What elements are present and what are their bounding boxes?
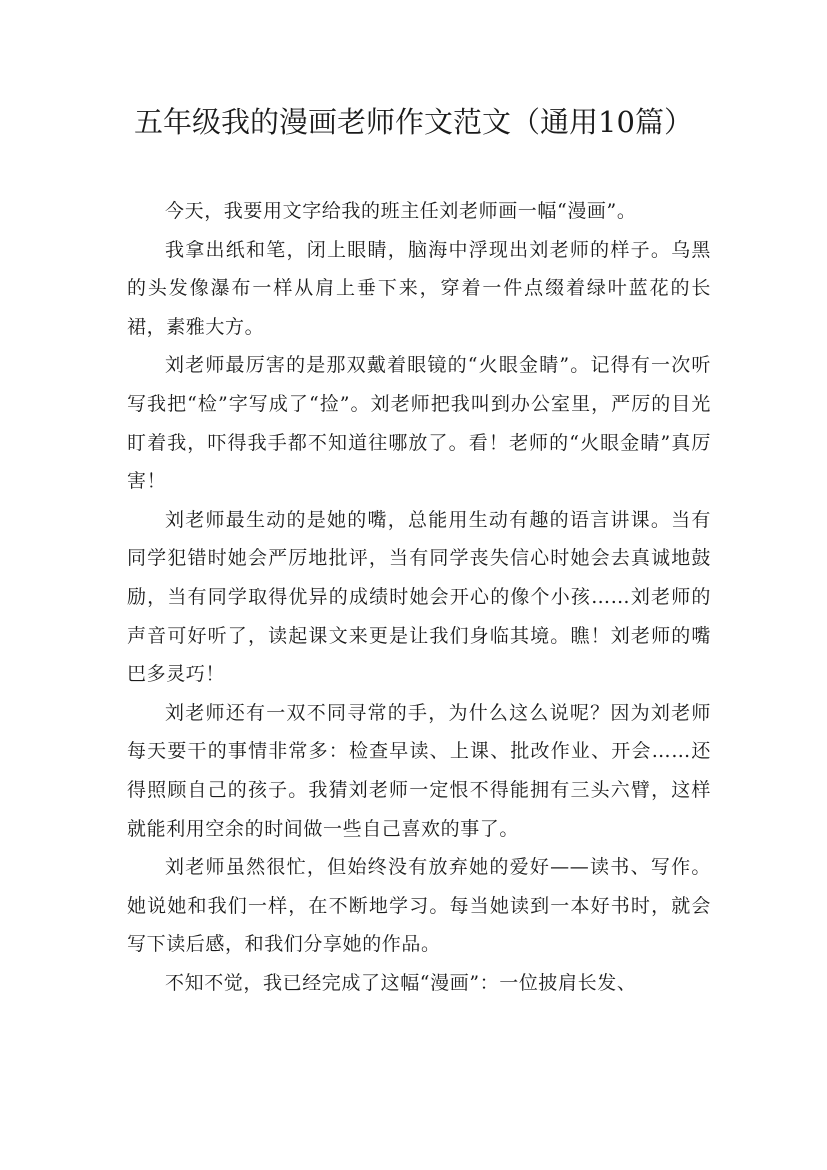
paragraph-1: 今天，我要用文字给我的班主任刘老师画一幅“漫画”。: [165, 200, 637, 222]
paragraph-6: 刘老师虽然很忙，但始终没有放弃她的爱好——读书、写作。她说她和我们一样，在不断地学习。每当她读到一本好书时，就会写下读后感，和我们分享她的作品。: [127, 856, 711, 956]
paragraph-4: 刘老师最生动的是她的嘴，总能用生动有趣的语言讲课。当有同学犯错时她会严厉地批评，当有同学丧失信心时她会去真诚地鼓励，当有同学取得优异的成绩时她会开心的像个小孩……刘老师的声音可好听了，读起课文来更是让我们身临其境。瞧！刘老师的嘴巴多灵巧！: [127, 508, 711, 686]
paragraph-2: 我拿出纸和笔，闭上眼睛，脑海中浮现出刘老师的样子。乌黑的头发像瀑布一样从肩上垂下来，穿着一件点缀着绿叶蓝花的长裙，素雅大方。: [127, 238, 711, 338]
paragraph-3: 刘老师最厉害的是那双戴着眼镜的“火眼金睛”。记得有一次听写我把“检”字写成了“捡”。刘老师把我叫到办公室里，严厉的目光盯着我，吓得我手都不知道往哪放了。看！老师的“火眼金睛”真厉害！: [127, 354, 711, 493]
paragraph-5: 刘老师还有一双不同寻常的手，为什么这么说呢？因为刘老师每天要干的事情非常多：检查早读、上课、批改作业、开会……还得照顾自己的孩子。我猜刘老师一定恨不得能拥有三头六臂，这样就能利用空余的时间做一些自己喜欢的事了。: [127, 701, 711, 840]
document-body: [127, 192, 711, 1002]
paragraph-7: 不知不觉，我已经完成了这幅“漫画”：一位披肩长发、: [165, 971, 637, 994]
document-title: 五年级我的漫画老师作文范文（通用10篇）: [134, 105, 693, 139]
